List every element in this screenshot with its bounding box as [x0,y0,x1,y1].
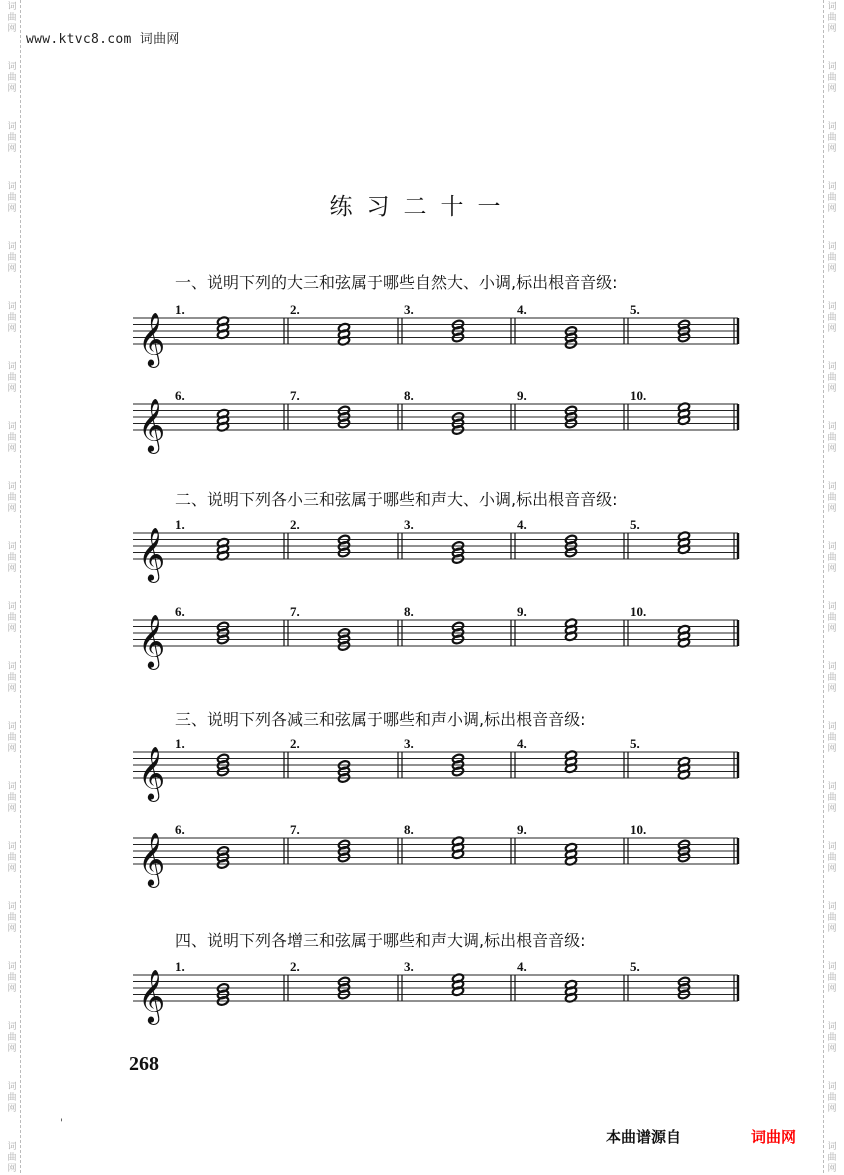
side-watermark-glyph: 词 [7,722,17,732]
side-watermark-glyph: 网 [7,864,17,874]
exercise-number: 9. [517,388,527,403]
side-watermark-glyph: 曲 [7,373,17,383]
exercise-number: 7. [290,604,300,619]
side-watermark-glyph: 词 [827,1082,837,1092]
side-watermark-glyph: 曲 [7,733,17,743]
side-watermark-glyph: 网 [7,24,17,34]
side-watermark-glyph: 曲 [7,313,17,323]
exercise-number: 3. [404,736,414,751]
side-watermark-glyph: 曲 [7,1033,17,1043]
side-watermark-glyph: 网 [827,504,837,514]
side-watermark-glyph: 词 [827,182,837,192]
site-url-watermark: www.ktvc8.com 词曲网 [26,32,180,47]
tick-mark: ' [60,1118,63,1129]
side-watermark-glyph: 网 [7,684,17,694]
side-watermark-glyph: 词 [7,782,17,792]
exercise-number: 4. [517,302,527,317]
side-watermark-glyph: 词 [7,362,17,372]
side-watermark-glyph: 词 [7,62,17,72]
exercise-number: 5. [630,736,640,751]
treble-clef: 𝄞 [138,831,166,886]
side-watermark-glyph: 曲 [827,373,837,383]
exercise-number: 5. [630,517,640,532]
side-watermark-glyph: 曲 [827,1033,837,1043]
side-watermark-glyph: 曲 [827,493,837,503]
side-watermark-glyph: 曲 [827,553,837,563]
side-watermark-glyph: 网 [827,984,837,994]
exercise-number: 10. [630,822,647,837]
side-watermark-glyph: 词 [7,302,17,312]
side-watermark-glyph: 词 [827,422,837,432]
side-watermark-glyph: 词 [827,62,837,72]
side-watermark-glyph: 网 [7,264,17,274]
side-watermark-glyph: 词 [7,1082,17,1092]
side-watermark-glyph: 曲 [7,133,17,143]
side-watermark-glyph: 曲 [827,433,837,443]
page-number: 268 [129,1053,159,1075]
side-watermark-glyph: 词 [827,362,837,372]
side-watermark-glyph: 词 [827,902,837,912]
exercise-number: 5. [630,302,640,317]
side-watermark-glyph: 词 [7,2,17,12]
side-watermark-glyph: 词 [827,962,837,972]
side-watermark-glyph: 网 [827,84,837,94]
side-watermark-glyph: 网 [7,744,17,754]
side-watermark-glyph: 词 [7,962,17,972]
side-watermark-glyph: 曲 [7,553,17,563]
side-watermark-glyph: 网 [827,144,837,154]
side-watermark-glyph: 网 [7,624,17,634]
section-3-heading: 三、说明下列各减三和弦属于哪些和声小调,标出根音音级: [175,710,586,729]
side-watermark-glyph: 网 [827,864,837,874]
side-watermark-glyph: 曲 [7,613,17,623]
exercise-number: 2. [290,517,300,532]
side-watermark-glyph: 词 [827,842,837,852]
side-watermark-glyph: 网 [827,264,837,274]
side-watermark-glyph: 曲 [827,313,837,323]
side-watermark-glyph: 词 [7,842,17,852]
exercise-number: 2. [290,959,300,974]
side-watermark-glyph: 曲 [827,793,837,803]
side-watermark-glyph: 曲 [827,733,837,743]
side-watermark-glyph: 网 [7,1044,17,1054]
side-watermark-glyph: 词 [7,1022,17,1032]
side-watermark-glyph: 网 [827,1044,837,1054]
exercise-number: 3. [404,302,414,317]
side-watermark-glyph: 词 [827,662,837,672]
side-watermark-glyph: 网 [7,1164,17,1174]
exercise-number: 7. [290,822,300,837]
exercise-number: 4. [517,517,527,532]
treble-clef: 𝄞 [138,397,166,452]
side-watermark-glyph: 曲 [827,913,837,923]
side-watermark-glyph: 曲 [7,793,17,803]
treble-clef: 𝄞 [138,613,166,668]
side-watermark-glyph: 曲 [7,673,17,683]
side-watermark-glyph: 曲 [7,433,17,443]
exercise-number: 4. [517,736,527,751]
exercise-number: 3. [404,959,414,974]
side-watermark-glyph: 网 [7,1104,17,1114]
side-watermark-glyph: 曲 [7,193,17,203]
exercise-number: 7. [290,388,300,403]
side-watermark-glyph: 曲 [827,13,837,23]
side-watermark-glyph: 网 [827,444,837,454]
side-watermark-glyph: 曲 [7,493,17,503]
exercise-number: 9. [517,604,527,619]
side-watermark-glyph: 词 [7,542,17,552]
side-watermark-glyph: 词 [827,1022,837,1032]
exercise-number: 8. [404,822,414,837]
side-watermark-glyph: 网 [7,504,17,514]
exercise-number: 5. [630,959,640,974]
side-watermark-glyph: 网 [827,204,837,214]
side-watermark-glyph: 曲 [7,253,17,263]
side-watermark-glyph: 词 [7,602,17,612]
side-watermark-glyph: 词 [827,242,837,252]
side-watermark-glyph: 词 [7,422,17,432]
side-watermark-glyph: 词 [827,1142,837,1152]
exercise-number: 6. [175,822,185,837]
exercise-number: 1. [175,959,185,974]
side-watermark-glyph: 网 [7,324,17,334]
side-watermark-glyph: 网 [827,684,837,694]
side-watermark-glyph: 曲 [7,73,17,83]
treble-clef: 𝄞 [138,526,166,581]
exercise-number: 2. [290,736,300,751]
side-watermark-glyph: 词 [827,302,837,312]
exercise-number: 6. [175,388,185,403]
exercise-number: 8. [404,388,414,403]
side-watermark-glyph: 网 [827,324,837,334]
exercise-number: 2. [290,302,300,317]
exercise-number: 1. [175,736,185,751]
page-title: 练习二十一 [329,194,515,220]
side-watermark-glyph: 曲 [7,13,17,23]
side-watermark-glyph: 网 [7,804,17,814]
exercise-number: 8. [404,604,414,619]
side-watermark-glyph: 曲 [827,133,837,143]
section-2-heading: 二、说明下列各小三和弦属于哪些和声大、小调,标出根音音级: [175,490,618,509]
exercise-number: 9. [517,822,527,837]
side-watermark-glyph: 网 [7,144,17,154]
side-watermark-glyph: 曲 [827,193,837,203]
side-watermark-glyph: 曲 [827,1093,837,1103]
treble-clef: 𝄞 [138,745,166,800]
side-watermark-glyph: 网 [7,444,17,454]
side-watermark-glyph: 词 [7,182,17,192]
side-watermark-glyph: 词 [827,542,837,552]
side-watermark-glyph: 网 [827,24,837,34]
exercise-number: 10. [630,388,647,403]
side-watermark-glyph: 词 [7,1142,17,1152]
side-watermark-glyph: 词 [827,2,837,12]
section-4-heading: 四、说明下列各增三和弦属于哪些和声大调,标出根音音级: [175,931,586,950]
side-watermark-glyph: 网 [7,384,17,394]
side-watermark-glyph: 网 [827,744,837,754]
side-watermark-glyph: 曲 [827,673,837,683]
side-watermark-glyph: 曲 [827,973,837,983]
section-1-heading: 一、说明下列的大三和弦属于哪些自然大、小调,标出根音音级: [175,273,618,292]
side-watermark-glyph: 网 [827,924,837,934]
treble-clef: 𝄞 [138,311,166,366]
exercise-number: 6. [175,604,185,619]
side-watermark-glyph: 词 [827,782,837,792]
footer-source-label: 本曲谱源自 [606,1128,682,1146]
side-watermark-glyph: 曲 [827,853,837,863]
side-watermark-glyph: 词 [7,242,17,252]
side-watermark-glyph: 曲 [7,973,17,983]
side-watermark-glyph: 曲 [7,913,17,923]
side-watermark-glyph: 词 [7,902,17,912]
side-watermark-glyph: 网 [827,624,837,634]
side-watermark-glyph: 网 [7,204,17,214]
exercise-number: 1. [175,517,185,532]
side-watermark-glyph: 曲 [7,853,17,863]
side-watermark-glyph: 词 [827,482,837,492]
side-watermark-glyph: 词 [827,722,837,732]
side-watermark-glyph: 词 [827,122,837,132]
side-watermark-glyph: 曲 [7,1153,17,1163]
side-watermark-glyph: 曲 [827,73,837,83]
side-watermark-glyph: 词 [827,602,837,612]
exercise-number: 1. [175,302,185,317]
side-watermark-glyph: 曲 [827,253,837,263]
side-watermark-glyph: 曲 [827,613,837,623]
exercise-number: 10. [630,604,647,619]
side-watermark-glyph: 网 [7,924,17,934]
side-watermark-glyph: 曲 [827,1153,837,1163]
treble-clef: 𝄞 [138,968,166,1023]
side-watermark-glyph: 网 [7,984,17,994]
side-watermark-glyph: 网 [827,1164,837,1174]
side-watermark-glyph: 词 [7,662,17,672]
side-watermark-glyph: 网 [827,564,837,574]
side-watermark-glyph: 词 [7,122,17,132]
side-watermark-glyph: 网 [827,1104,837,1114]
exercise-number: 4. [517,959,527,974]
exercise-number: 3. [404,517,414,532]
side-watermark-glyph: 网 [7,84,17,94]
side-watermark-glyph: 曲 [7,1093,17,1103]
footer-brand: 词曲网 [751,1128,797,1146]
side-watermark-glyph: 网 [7,564,17,574]
side-watermark-glyph: 网 [827,384,837,394]
side-watermark-glyph: 网 [827,804,837,814]
side-watermark-glyph: 词 [7,482,17,492]
